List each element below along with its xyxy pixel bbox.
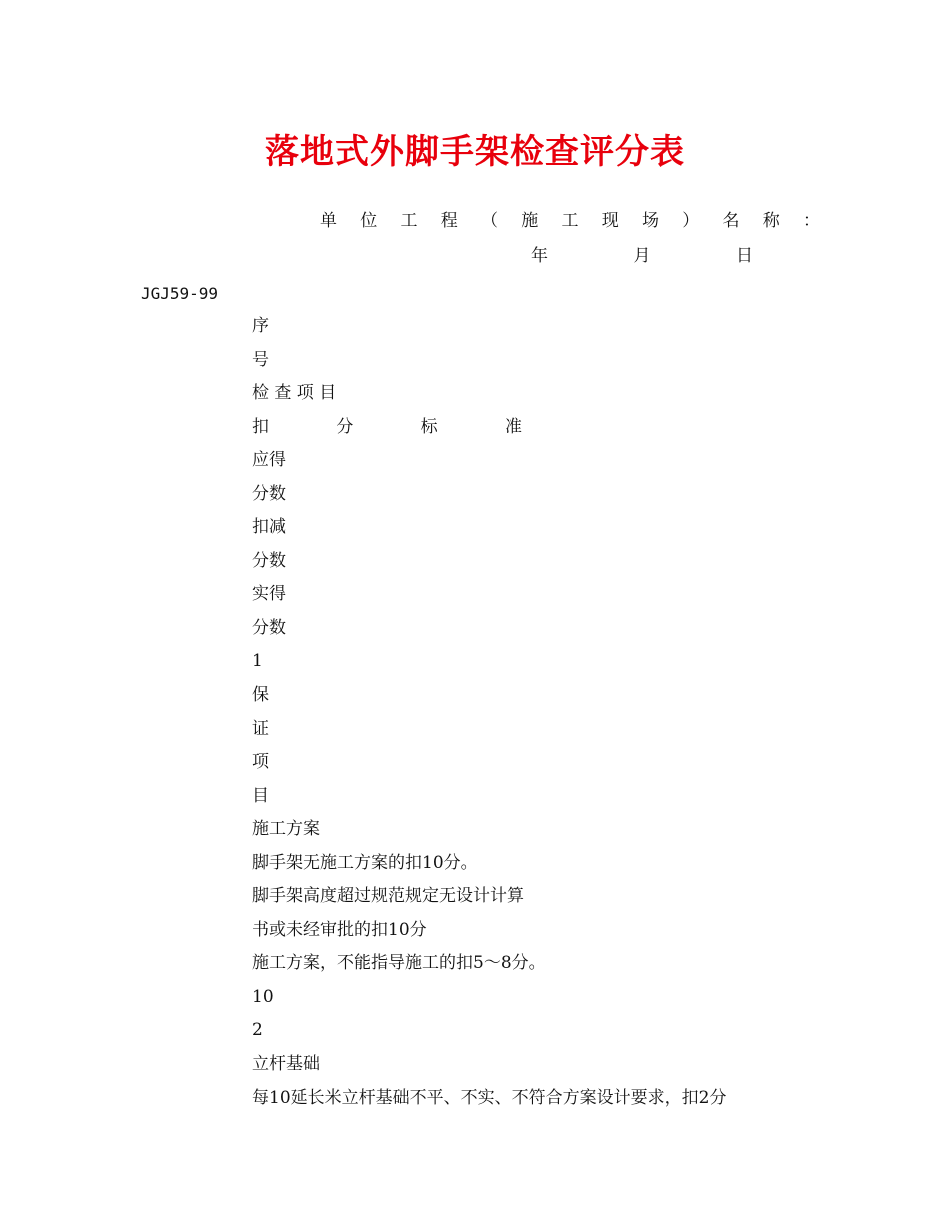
header-standard-char: 扣 (252, 416, 269, 437)
project-name-char: 称 (762, 211, 780, 231)
header-due-score: 分数 (252, 483, 286, 504)
deduction-rule: 脚手架无施工方案的扣10分。 (252, 852, 478, 873)
header-seq: 序 (252, 316, 269, 336)
header-standard-char: 准 (504, 416, 522, 437)
date-line (531, 245, 753, 267)
deduction-rule: 脚手架高度超过规范规定无设计计算 (252, 886, 524, 907)
project-name-char: 施 (521, 211, 539, 231)
deduction-rule: 每10延长米立杆基础不平、不实、不符合方案设计要求，扣2分 (252, 1087, 727, 1108)
project-name-char: 工 (400, 211, 418, 231)
category-label: 项 (252, 752, 269, 773)
header-seq: 号 (252, 349, 269, 370)
project-name-char: 单 (320, 211, 337, 231)
project-name-char: （ (481, 211, 498, 231)
project-name-char: 工 (561, 211, 579, 231)
header-inspection-item: 检 查 项 目 (252, 383, 337, 404)
standard-code: JGJ59-99 (141, 284, 219, 303)
project-name-line (320, 210, 820, 232)
header-actual-score: 分数 (252, 617, 286, 638)
project-name-char: 名 (722, 211, 740, 231)
table-content (252, 313, 726, 1118)
project-name-char: 场 (642, 211, 659, 231)
item-name: 施工方案 (252, 819, 320, 840)
header-actual-score: 实得 (252, 584, 286, 605)
project-name-char: 现 (601, 211, 619, 231)
category-label: 目 (252, 785, 269, 806)
category-label: 保 (252, 685, 269, 706)
deduction-rule: 施工方案，不能指导施工的扣5～8分。 (252, 953, 546, 974)
item-number: 2 (252, 1020, 263, 1041)
header-deduction-standard (252, 414, 726, 448)
due-score-value: 10 (252, 986, 274, 1007)
deduction-rule: 书或未经审批的扣10分 (252, 919, 427, 940)
date-month-label: 月 (633, 246, 651, 266)
category-label: 证 (252, 718, 269, 739)
item-number: 1 (252, 651, 263, 672)
date-year-label: 年 (531, 246, 548, 266)
header-deducted-score: 扣减 (252, 517, 286, 538)
project-name-char: 位 (360, 211, 378, 231)
item-name: 立杆基础 (252, 1054, 320, 1075)
document-title: 落地式外脚手架检查评分表 (265, 132, 685, 172)
header-standard-char: 分 (336, 416, 354, 437)
project-name-char: ： (803, 211, 820, 231)
project-name-char: ） (682, 211, 700, 231)
date-day-label: 日 (736, 246, 753, 266)
header-deducted-score: 分数 (252, 550, 286, 571)
project-name-char: 程 (440, 211, 458, 231)
header-due-score: 应得 (252, 450, 286, 471)
header-standard-char: 标 (420, 416, 438, 437)
